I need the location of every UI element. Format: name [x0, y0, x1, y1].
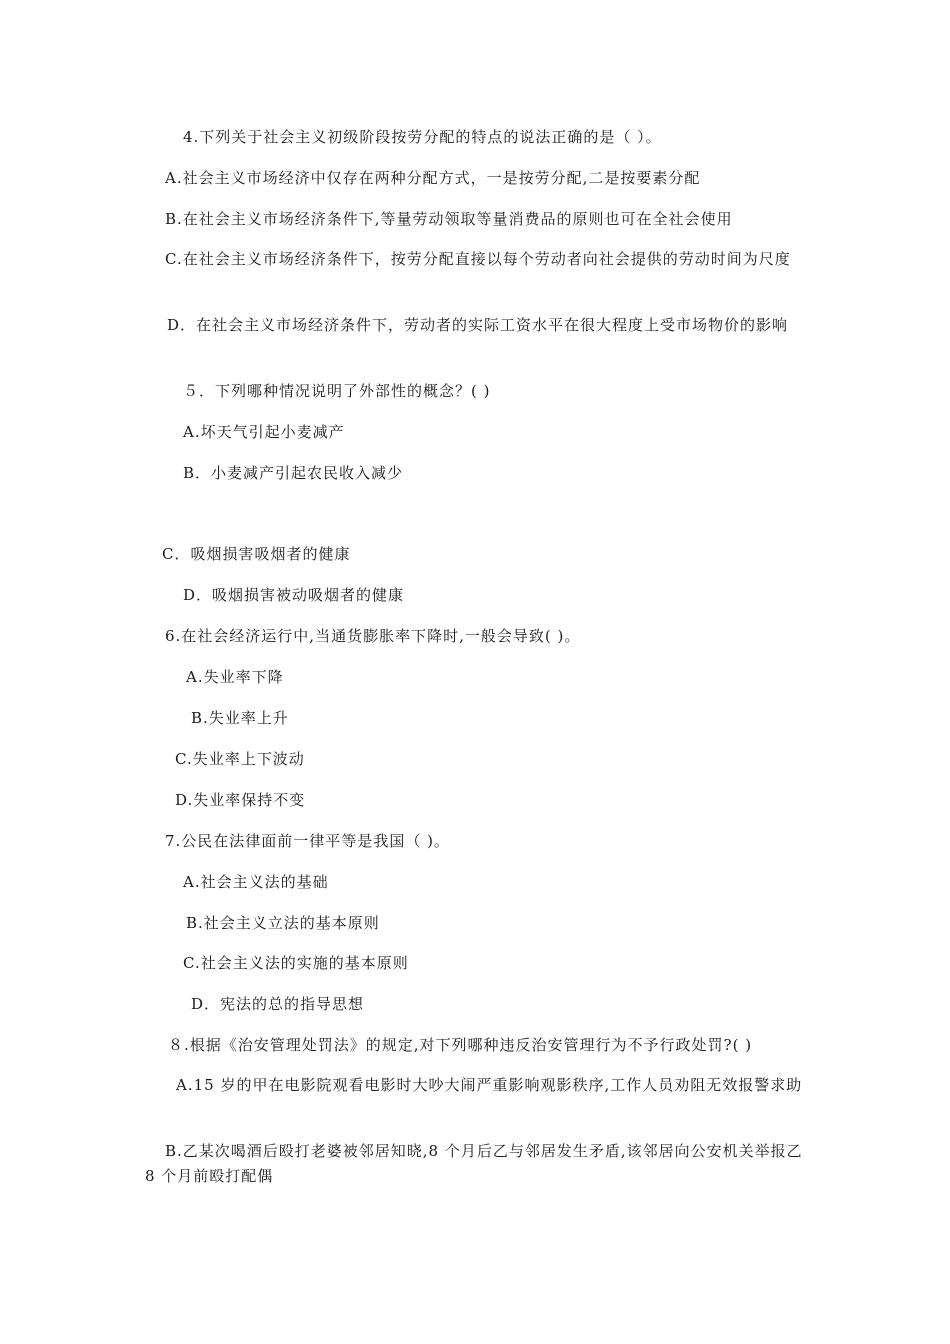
- question-7-option-c: C.社会主义法的实施的基本原则: [183, 954, 409, 972]
- question-6-option-c: C.失业率上下波动: [175, 750, 305, 768]
- question-4-stem: 4.下列关于社会主义初级阶段按劳分配的特点的说法正确的是（ ）。: [183, 128, 662, 146]
- question-6-option-b: B.失业率上升: [191, 709, 289, 727]
- question-7-option-a: A.社会主义法的基础: [183, 873, 329, 891]
- question-7-option-d: D．宪法的总的指导思想: [191, 995, 365, 1013]
- question-6-option-a: A.失业率下降: [186, 668, 284, 686]
- question-4-option-a: A.社会主义市场经济中仅存在两种分配方式，一是按劳分配,二是按要素分配: [165, 169, 701, 187]
- question-4-option-d: D．在社会主义市场经济条件下，劳动者的实际工资水平在很大程度上受市场物价的影响: [167, 316, 789, 334]
- question-5-option-b: B．小麦减产引起农民收入减少: [183, 464, 404, 482]
- question-5-option-d: D．吸烟损害被动吸烟者的健康: [183, 586, 405, 604]
- question-5-option-a: A.坏天气引起小麦减产: [183, 423, 345, 441]
- question-8-option-b: B.乙某次喝酒后殴打老婆被邻居知晓,8 个月后乙与邻居发生矛盾,该邻居向公安机关举报乙 8 个月前殴打配偶: [145, 1142, 803, 1185]
- question-7-option-b: B.社会主义立法的基本原则: [186, 914, 380, 932]
- question-8-stem: ８.根据《治安管理处罚法》的规定,对下列哪种违反治安管理行为不予行政处罚?( ): [168, 1036, 753, 1054]
- question-5-option-c: C．吸烟损害吸烟者的健康: [162, 545, 351, 563]
- question-6-option-d: D.失业率保持不变: [175, 791, 306, 809]
- question-7-stem: 7.公民在法律面前一律平等是我国（ )。: [165, 832, 450, 850]
- question-8-option-a: A.15 岁的甲在电影院观看电影时大吵大闹严重影响观影秩序,工作人员劝阻无效报警求助: [176, 1076, 803, 1094]
- question-4-option-c: C.在社会主义市场经济条件下，按劳分配直接以每个劳动者向社会提供的劳动时间为尺度: [165, 250, 791, 268]
- question-6-stem: 6.在社会经济运行中,当通货膨胀率下降时,一般会导致( )。: [165, 627, 581, 645]
- question-5-stem: ５．下列哪种情况说明了外部性的概念？( ): [183, 382, 491, 400]
- question-4-option-b: B.在社会主义市场经济条件下,等量劳动领取等量消费品的原则也可在全社会使用: [165, 210, 733, 228]
